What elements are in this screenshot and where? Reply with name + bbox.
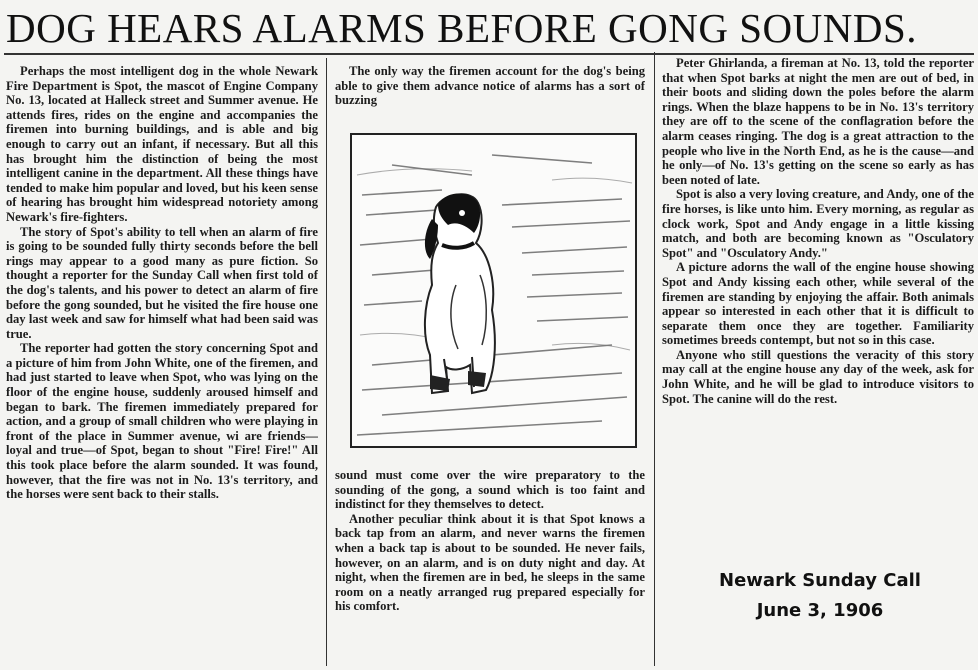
paragraph: The only way the firemen account for the dog's being able to give them advance notice of alarms has a sort of buzzing [335,64,645,108]
column-3 [662,56,974,526]
column-2-bottom [335,468,645,666]
headline: DOG HEARS ALARMS BEFORE GONG SOUNDS. [6,5,918,51]
paragraph: A picture adorns the wall of the engine house showing Spot and Andy kissing each other, while several of the firemen are standing by enjoying the affair. Both animals appear so interested in each other that it is difficult to separate them once they are together. Familiarity sometimes breeds contempt, but not so in this case. [662,260,974,348]
column-rule-1 [326,58,327,666]
dog-illustration-image [352,135,635,446]
paragraph: The reporter had gotten the story concerning Spot and a picture of him from John White, one of the firemen, and had just started to leave when Spot, who was lying on the floor of the engine house, suddenly aroused himself and began to bark. The firemen immediately prepared for action, and a group of small children who were playing in front of the place in Summer avenue, wi are friends—loyal and true—of Spot, began to shout "Fire! Fire!" All this took place before the alarm sounded. It was found, however, that the fire was not in No. 13's territory, and the horses were sent back to their stalls. [6,341,318,502]
dog-photo [350,133,637,448]
column-1 [6,64,318,666]
paragraph: Perhaps the most intelligent dog in the whole Newark Fire Department is Spot, the mascot of Engine Company No. 13, located at Halleck street and Summer avenue. He attends fires, rides on the engine and accompanies the firemen into burning buildings, and is able and big enough to carry out an infant, if necessary. But all this has brought him the distinction of being the most intelligent canine in the department. All these things have tended to make him popular and loved, but his keen sense of hearing has brought him widespread notoriety among Newark's fire-fighters. [6,64,318,224]
paragraph: Another peculiar think about it is that Spot knows a back tap from an alarm, and never warns the firemen when a back tap is about to be sounded. He never fails, however, on an alarm, and is on duty night and day. At night, when the firemen are in bed, he sleeps in the same room on a neatly arranged rug prepared especially for his comfort. [335,511,645,614]
column-rule-2 [654,52,655,666]
paragraph: Anyone who still questions the veracity of this story may call at the engine house any day of the week, ask for John White, and he will be glad to introduce visitors to Spot. The canine will do the rest. [662,347,974,406]
paragraph: Peter Ghirlanda, a fireman at No. 13, told the reporter that when Spot barks at night the men are out of bed, in their boots and sliding down the poles before the alarm rings. When the blaze happens to be in No. 13's territory they are off to the scene of the conflagration before the alarm ceases ringing. The dog is a great attraction to the people who live in the North End, as he is the cause—and he only—of No. 13's getting on the scene so early as has been noted of late. [662,56,974,187]
publication-date: June 3, 1906 [756,600,884,621]
headline-rule [4,53,974,55]
paragraph: Spot is also a very loving creature, and Andy, one of the fire horses, is like unto him. Every morning, as regular as clock work, Spot and Andy engage in a little kissing match, and both are becoming known as "Osculatory Spot" and "Osculatory Andy." [662,187,974,260]
source-credit [680,566,960,626]
newspaper-name: Newark Sunday Call [719,570,921,591]
paragraph: The story of Spot's ability to tell when an alarm of fire is going to be sounded fully thirty seconds before the bell rings may appear to a good many as pure fiction. So thought a reporter for the Sunday Call when first told of the dog's talents, and his power to detect an alarm of fire before the gong sounded, but he visited the fire house one day last week and saw for himself what had been said was true. [6,224,318,341]
column-2-top [335,64,645,128]
paragraph: sound must come over the wire preparatory to the sounding of the gong, a sound which is too faint and indistinct for they themselves to detect. [335,468,645,512]
